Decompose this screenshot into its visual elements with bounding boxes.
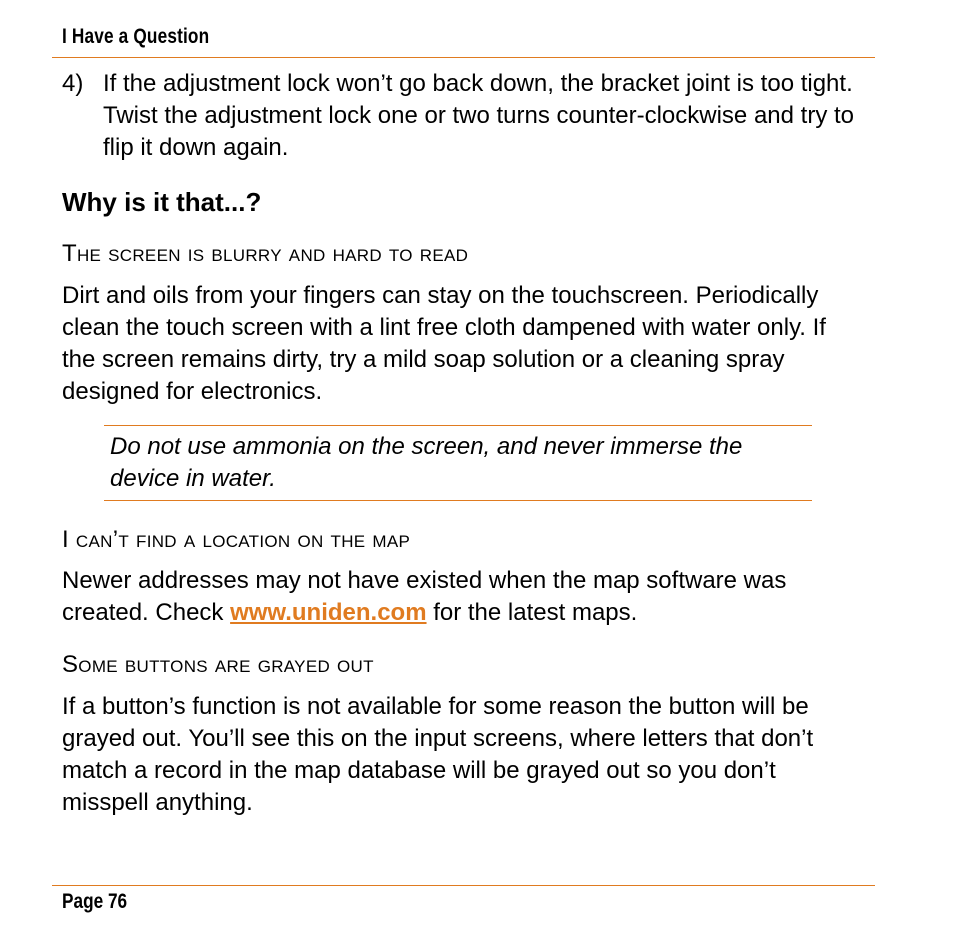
uniden-link[interactable]: www.uniden.com [230,599,427,626]
page-number: Page 76 [62,890,128,913]
topic-body-location [62,565,862,629]
section-heading: Why is it that...? [62,187,262,217]
topic-title-blurry: The screen is blurry and hard to read [62,240,469,267]
location-text-before: Newer addresses may not have existed when the map software was created. Check [62,567,787,626]
header-title: I Have a Question [62,25,210,48]
topic-title-grayed: Some buttons are grayed out [62,651,374,678]
note-box [104,425,812,501]
footer-rule [52,885,875,886]
topic-body-grayed: If a button’s function is not available for some reason the button will be grayed out. You’ll see this on the input screens, where letters that don’t match a record in the map database will be grayed out so you don’t misspell anything. [62,693,814,816]
topic-body-blurry: Dirt and oils from your fingers can stay on the touchscreen. Periodically clean the touch screen with a lint free cloth dampened with water only. If the screen remains dirty, try a mild soap solution or a cleaning spray designed for electronics. [62,282,826,405]
location-text-after: for the latest maps. [426,599,638,626]
header-rule [52,57,875,58]
step-number: 4) [62,70,84,97]
step-text: If the adjustment lock won’t go back down, the bracket joint is too tight. Twist the adjustment lock one or two turns counter-clockwise and try to flip it down again. [103,70,854,161]
topic-title-location: I can’t find a location on the map [62,526,411,553]
note-text: Do not use ammonia on the screen, and never immerse the device in water. [110,433,743,492]
